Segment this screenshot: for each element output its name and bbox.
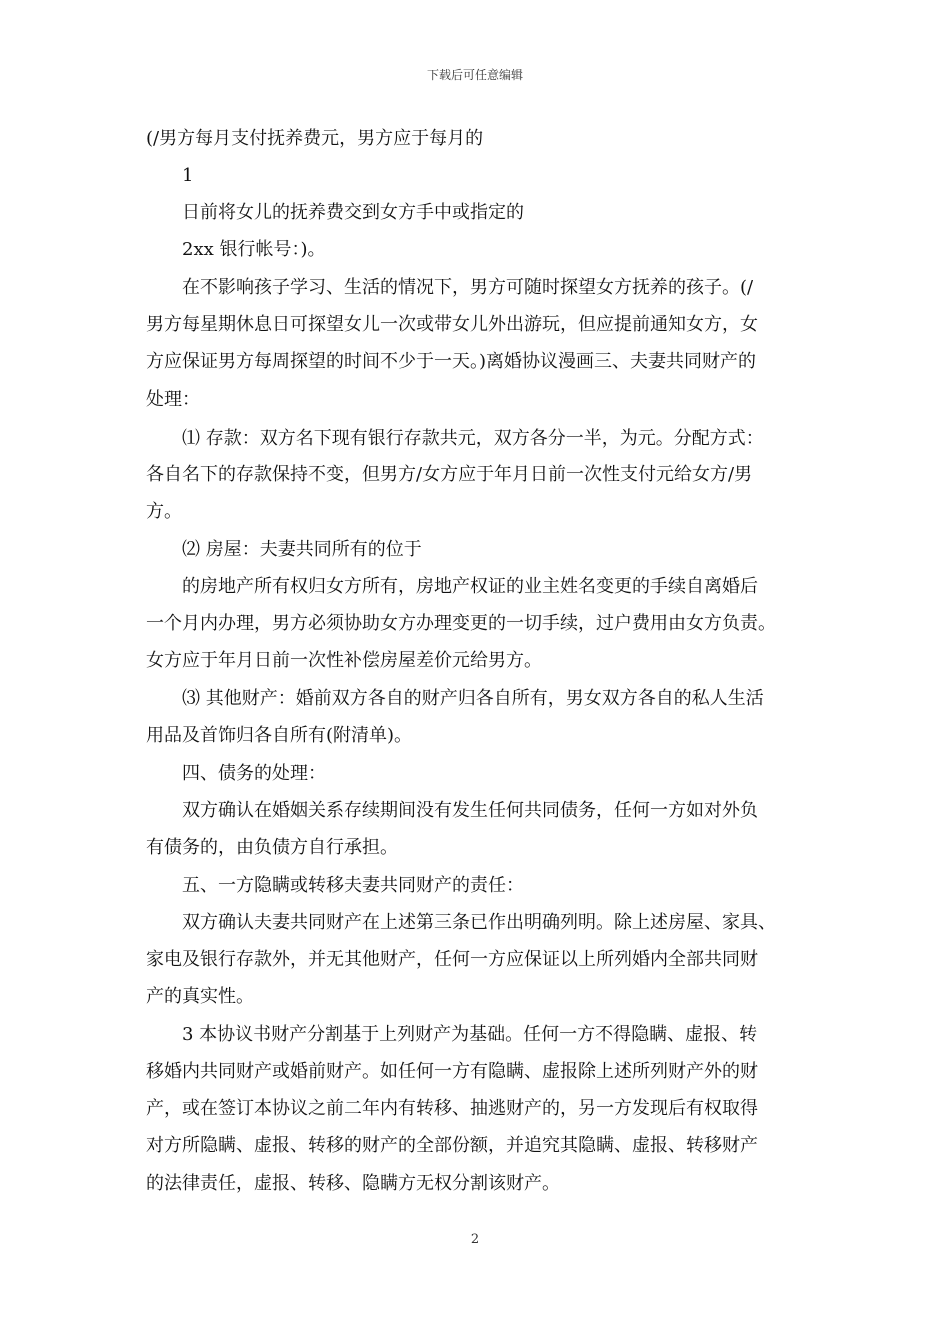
text-line: 家电及银行存款外，并无其他财产，任何一方应保证以上所列婚内全部共同财: [146, 949, 758, 970]
text-line: 在不影响孩子学习、生活的情况下，男方可随时探望女方抚养的孩子。(/: [182, 277, 754, 298]
text-line: 双方确认在婚姻关系存续期间没有发生任何共同债务，任何一方如对外负: [182, 800, 758, 821]
text-line: 移婚内共同财产或婚前财产。如任何一方有隐瞒、虚报除上述所列财产外的财: [146, 1061, 758, 1082]
text-line: 有债务的，由负债方自行承担。: [146, 837, 398, 858]
page-header: 下载后可任意编辑: [426, 68, 523, 82]
text-line: 3 本协议书财产分割基于上列财产为基础。任何一方不得隐瞒、虚报、转: [182, 1024, 758, 1045]
text-line: 对方所隐瞒、虚报、转移的财产的全部份额，并追究其隐瞒、虚报、转移财产: [146, 1135, 758, 1156]
text-line: 用品及首饰归各自所有(附清单)。: [146, 725, 413, 746]
text-line: 处理：: [146, 389, 200, 410]
text-line: 的房地产所有权归女方所有，房地产权证的业主姓名变更的手续自离婚后: [182, 576, 758, 597]
text-line: 女方应于年月日前一次性补偿房屋差价元给男方。: [146, 650, 542, 671]
text-line: 2xx 银行帐号：)。: [182, 239, 326, 260]
text-line: ⑴ 存款：双方名下现有银行存款共元，双方各分一半，为元。分配方式：: [182, 428, 764, 449]
text-line: 各自名下的存款保持不变，但男方/女方应于年月日前一次性支付元给女方/男: [146, 464, 753, 485]
text-line: 男方每星期休息日可探望女儿一次或带女儿外出游玩，但应提前通知女方，女: [146, 314, 758, 335]
text-line: 的法律责任，虚报、转移、隐瞒方无权分割该财产。: [146, 1173, 560, 1194]
text-line: (/男方每月支付抚养费元，男方应于每月的: [146, 128, 484, 149]
text-line: 方应保证男方每周探望的时间不少于一天。)离婚协议漫画三、夫妻共同财产的: [146, 351, 757, 372]
page-number: 2: [470, 1232, 480, 1247]
text-line: 1: [182, 165, 194, 186]
text-line: 日前将女儿的抚养费交到女方手中或指定的: [182, 202, 524, 223]
text-line: 产，或在签订本协议之前二年内有转移、抽逃财产的，另一方发现后有权取得: [146, 1098, 758, 1119]
text-line: ⑶ 其他财产：婚前双方各自的财产归各自所有，男女双方各自的私人生活: [182, 688, 764, 709]
text-line: ⑵ 房屋：夫妻共同所有的位于: [182, 539, 422, 560]
text-line: 五、一方隐瞒或转移夫妻共同财产的责任：: [182, 875, 524, 896]
text-line: 产的真实性。: [146, 986, 254, 1007]
text-line: 一个月内办理，男方必须协助女方办理变更的一切手续，过户费用由女方负责。: [146, 613, 776, 634]
text-line: 双方确认夫妻共同财产在上述第三条已作出明确列明。除上述房屋、家具、: [182, 912, 776, 933]
text-line: 四、债务的处理：: [182, 763, 326, 784]
text-line: 方。: [146, 501, 182, 522]
